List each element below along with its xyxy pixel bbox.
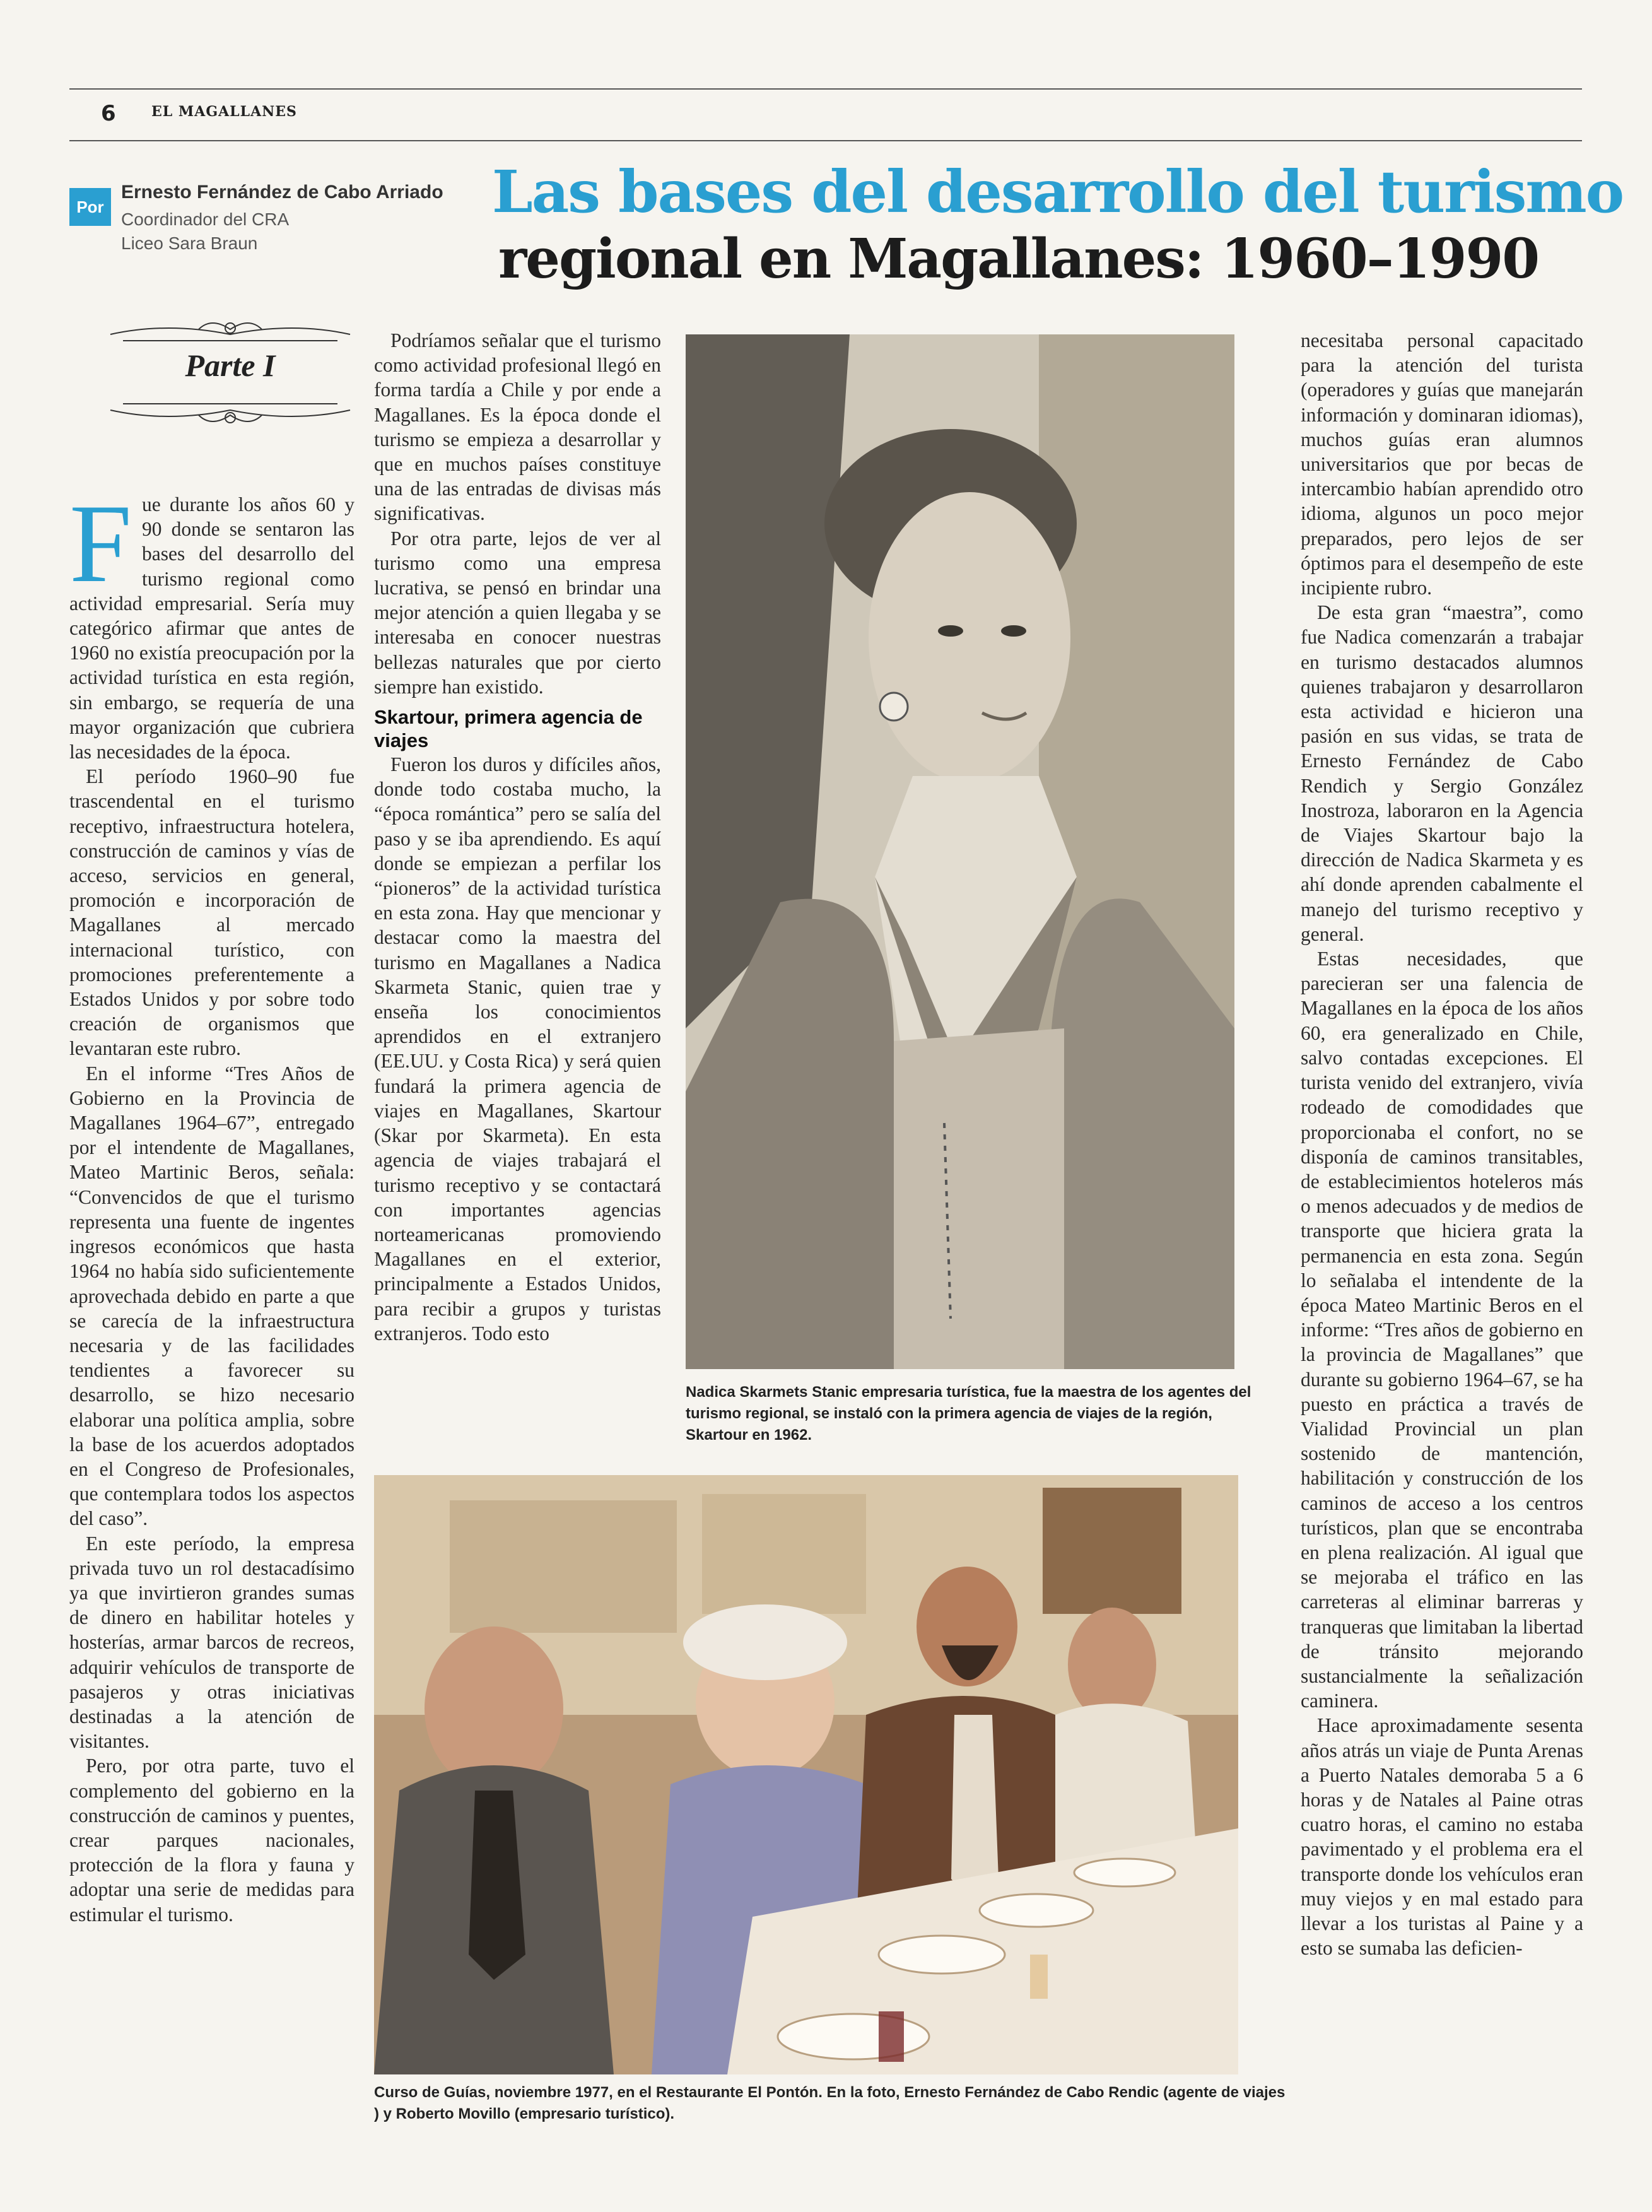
group-photo	[374, 1475, 1238, 2074]
portrait-caption: Nadica Skarmets Stanic empresaria turística, fue la maestra de los agentes del turismo regional, se instaló con la primera agencia de viajes de la región, Skartour en 1962.	[686, 1384, 1251, 1444]
col4-paragraph-2: De esta gran “maestra”, como fue Nadica comenzarán a trabajar en turismo destacados alumnos quienes trabajaron y desarrollaron esta actividad e hicieron una pasión en sus vidas, se trata de Ernesto Fernández de Cabo Rendich y Sergio González Inostroza, laboraron en la Agencia de Viajes Skartour bajo la dirección de Nadica Skarmeta y es ahí donde aprenden cabalmente el manejo del turismo receptivo y general.	[1301, 601, 1583, 945]
col4-paragraph-3: Estas necesidades, que parecieran ser una falencia de Magallanes en la época de los años 60, era generalizado en Chile, salvo contadas excepciones. El turista venido del extranjero, vivía rodeado de comodidades que proporcionaba el confort, no se disponía de caminos transitables, de establecimientos hoteleros más o menos adecuados y de medios de transporte que hiciera grata la permanencia en esta zona. Según lo señalaba el intendente de la época Mateo Martinic Beros en el informe: “Tres años de gobierno en la provincia de Magallanes” que durante su gobierno 1964–67, se ha puesto en práctica a través de Vialidad Provincial un plan sostenido de mantención, habilitación y construcción de los caminos de acceso a los centros turísticos, plan que se encontraba en plena realización. Al igual que se mejoraba el tráfico en las carreteras al eliminar barreras y tranqueras que limitaban la libertad de tránsito mejorando sustancialmente la señalización caminera.	[1301, 948, 1583, 1712]
byline-institution: Liceo Sara Braun	[121, 233, 258, 253]
portrait-image	[686, 334, 1234, 1369]
newspaper-name: EL MAGALLANES	[151, 103, 297, 120]
page-number: 6	[101, 101, 116, 126]
top-rule	[69, 88, 1582, 90]
headline-line-2: regional en Magallanes: 1960–1990	[498, 227, 1539, 291]
col2-paragraph-2: Por otra parte, lejos de ver al turismo como una empresa lucrativa, se pensó en brindar una mejor atención a quien llegaba y se interesaba en conocer nuestras bellezas naturales que por cierto siempre han existido.	[374, 527, 661, 698]
drop-cap: F	[69, 481, 132, 606]
col2-paragraph-3: Fueron los duros y difíciles años, donde todo costaba mucho, la “época romántica” pero se salía del paso y se iba aprendiendo. Es aquí donde se empiezan a perfilar los “pioneros” de la actividad turística en esta zona. Hay que mencionar y destacar como la maestra del turismo en Magallanes a Nadica Skarmeta Stanic, quien trae y enseña los conocimientos aprendidos en el extranjero (EE.UU. y Costa Rica) y será quien fundará la primera agencia de viajes en Magallanes, Skartour (Skar por Skarmeta). En esta agencia de viajes trabajará el turismo receptivo y se contactará con importantes agencias norteamericanas promoviendo Magallanes en el exterior, principalmente a Estados Unidos, para recibir a grupos y turistas extranjeros. Todo esto	[374, 753, 661, 1344]
col1-paragraph-3: En el informe “Tres Años de Gobierno en la Provincia de Magallanes 1964–67”, entregado por el intendente de Magallanes, Mateo Martinic Beros, señala: “Convencidos de que el turismo representa una fuente de ingentes ingresos económicos que hasta 1964 no había sido suficientemente aprovechada debido en parte a que se carecía de la infraestructura necesaria y de las facilidades tendientes a favorecer su desarrollo, se hizo necesario elaborar una política amplia, sobre la base de los acuerdos adoptados en el Congreso de Profesionales, que contemplara todos los aspectos del caso”.	[69, 1062, 354, 1530]
col2-paragraph-1: Podríamos señalar que el turismo como actividad profesional llegó en forma tardía a Chile y por ende a Magallanes. Es la época donde el turismo se empieza a desarrollar y que en muchos países constituye una de las entradas de divisas más significativas.	[374, 329, 661, 525]
column-1	[69, 481, 354, 1927]
col1-paragraph-5: Pero, por otra parte, tuvo el complemento del gobierno en la construcción de caminos y puentes, crear parques nacionales, protección de la flora y fauna y adoptar una serie de medidas para estimular el turismo.	[69, 1755, 354, 1926]
column-4	[1301, 328, 1583, 1960]
byline-author: Ernesto Fernández de Cabo Arriado	[121, 182, 443, 203]
byline-tag: Por	[69, 188, 111, 226]
col1-p1-text: ue durante los años 60 y 90 donde se sentaron las bases del desarrollo del turismo regional como actividad empresarial. Sería muy categórico afirmar que antes de 1960 no existía preocupación por la actividad turística en esta región, sin embargo, se requería de una mayor organización que cubriera las necesidades de la época.	[69, 493, 354, 763]
headline-line-1: Las bases del desarrollo del turismo	[492, 158, 1624, 226]
section-ornament	[104, 315, 356, 429]
byline-role: Coordinador del CRA	[121, 209, 290, 229]
col4-paragraph-1: necesitaba personal capacitado para la atención del turista (operadores y guías que manejarán información y dominaran idiomas), muchos guías eran alumnos universitarios que por becas de intercambio habían aprendido otro idioma, algunos un poco mejor preparados, pero lejos de ser óptimos para el desempeño de este incipiente rubro.	[1301, 329, 1583, 599]
col4-paragraph-4: Hace aproximadamente sesenta años atrás un viaje de Punta Arenas a Puerto Natales demoraba 5 a 6 horas y de Natales al Paine otras cuatro horas, el camino no estaba pavimentado y el problema era el transporte donde los vehículos eran muy viejos y en mal estado para llevar a los turistas al Paine y a esto se sumaba las deficien-	[1301, 1714, 1583, 1960]
col1-paragraph-1	[69, 481, 354, 764]
portrait-photo	[686, 334, 1234, 1369]
col1-paragraph-4: En este período, la empresa privada tuvo un rol destacadísimo ya que invirtieron grandes sumas de dinero en habilitar hoteles y hosterías, armar barcos de recreos, adquirir vehículos de transporte de pasajeros y otras iniciativas destinadas a la atención de visitantes.	[69, 1532, 354, 1753]
col1-paragraph-2: El período 1960–90 fue trascendental en el turismo receptivo, infraestructura hotelera, construcción de caminos y vías de acceso, servicios en general, promoción e incorporación de Magallanes al mercado internacional turístico, con promociones preferentemente a Estados Unidos y por sobre todo creación de organismos que levantaran este rubro.	[69, 765, 354, 1060]
col2-subhead: Skartour, primera agencia de viajes	[374, 706, 643, 752]
column-2	[374, 328, 661, 1346]
section-label: Parte I	[185, 348, 276, 383]
group-image	[374, 1475, 1238, 2074]
header-rule	[69, 140, 1582, 141]
group-caption: Curso de Guías, noviembre 1977, en el Restaurante El Pontón. En la foto, Ernesto Fernández de Cabo Rendic (agente de viajes ) y Roberto Movillo (empresario turístico).	[374, 2084, 1286, 2122]
